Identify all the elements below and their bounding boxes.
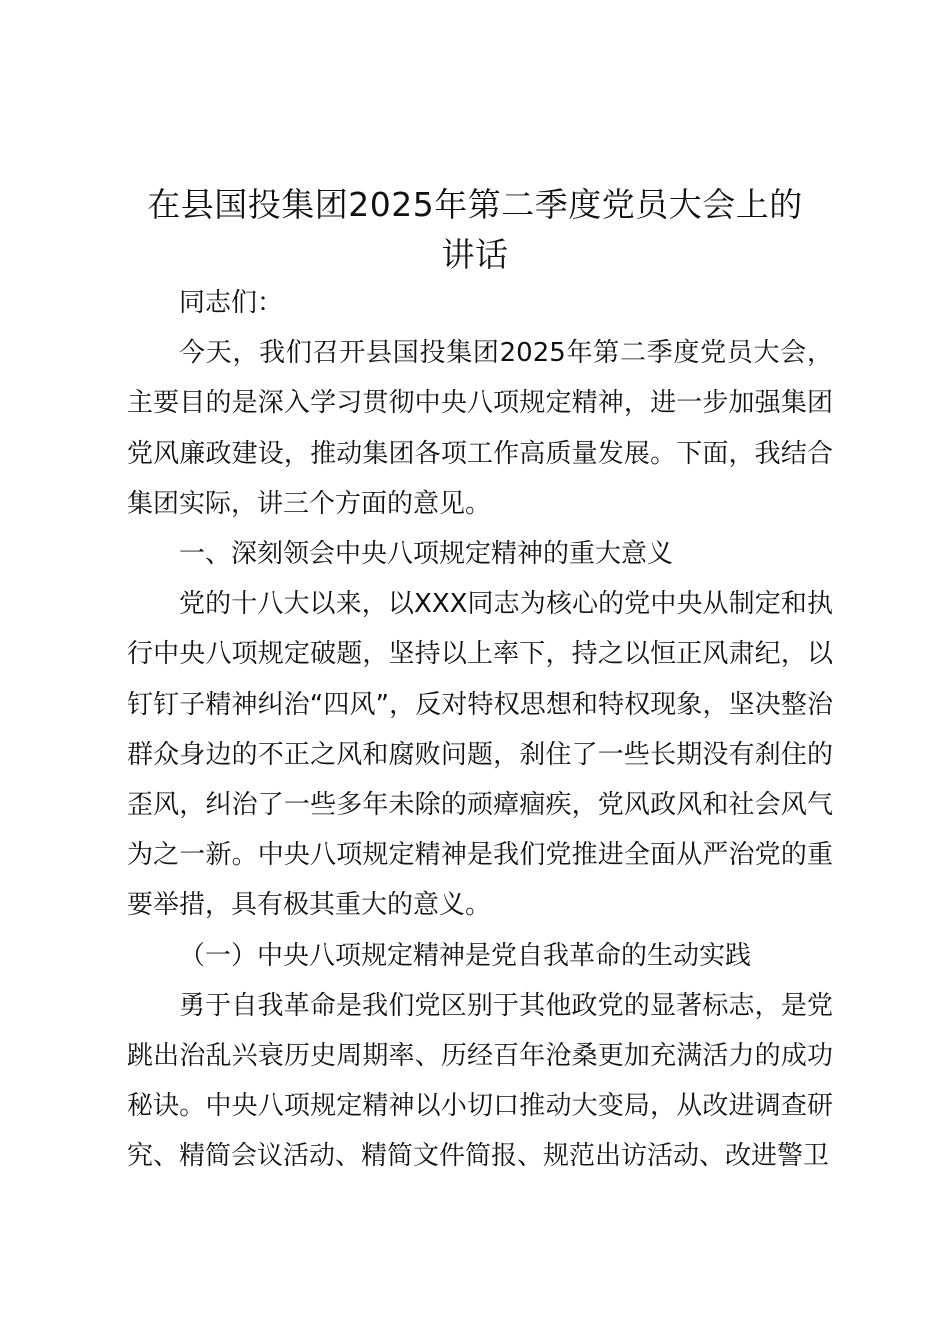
salutation: 同志们：: [179, 288, 284, 318]
title-line-2: 讲话: [441, 235, 509, 274]
title-line-1: 在县国投集团2025年第二季度党员大会上的: [147, 185, 803, 224]
intro-paragraph: 今天，我们召开县国投集团2025年第二季度党员大会，主要目的是深入学习贯彻中央八项规定精神，进一步加强集团党风廉政建设，推动集团各项工作高质量发展。下面，我结合集团实际，讲三个方面的意见。: [127, 338, 833, 519]
body-paragraph: 党的十八大以来，以XXX同志为核心的党中央从制定和执行中央八项规定破题，坚持以上率下，持之以恒正风肃纪，以钉钉子精神纠治“四风”，反对特权思想和特权现象，坚决整治群众身边的不正之风和腐败问题，刹住了一些长期没有刹住的歪风，纠治了一些多年未除的顽瘴痼疾，党风政风和社会风气为之一新。中央八项规定精神是我们党推进全面从严治党的重要举措，具有极其重大的意义。: [127, 589, 833, 921]
subsection-heading-1: （一）中央八项规定精神是党自我革命的生动实践: [179, 940, 752, 971]
body-paragraph: 勇于自我革命是我们党区别于其他政党的显著标志，是党跳出治乱兴衰历史周期率、历经百年沧桑更加充满活力的成功秘诀。中央八项规定精神以小切口推动大变局，从改进调查研究、精简会议活动、精简文件简报、规范出访活动、改进警卫: [127, 990, 833, 1172]
document-body: [127, 278, 833, 1182]
section-heading-1: 一、深刻领会中央八项规定精神的重大意义: [179, 539, 674, 570]
document-title: [100, 180, 850, 280]
